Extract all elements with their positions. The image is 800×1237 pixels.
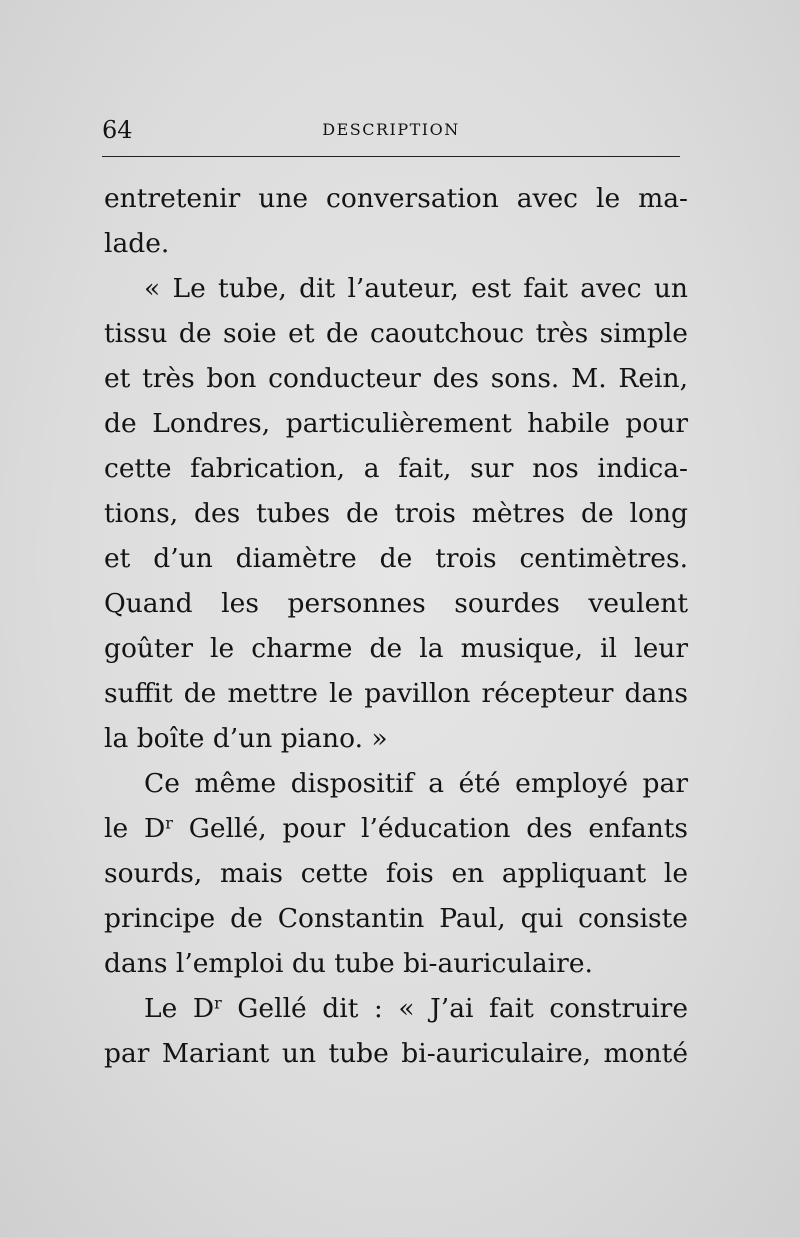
text-segment: de Londres, particulièrement habile pour [104,408,688,439]
body-text [104,176,688,1076]
text-segment: Gellé dit : « J’ai fait construire [221,993,689,1024]
text-line [104,896,688,941]
text-line [104,356,688,401]
text-segment: suffit de mettre le pavillon récepteur dans [104,678,688,709]
text-segment: Gellé, pour l’éducation des enfants [172,813,689,844]
text-line [104,266,688,311]
text-segment: et d’un diamètre de trois centimètres. [104,543,688,574]
text-segment: cette fabrication, a fait, sur nos indica- [104,453,688,484]
text-line [104,761,688,806]
text-segment: Quand les personnes sourdes veulent [104,588,688,619]
text-segment: goûter le charme de la musique, il leur [104,633,688,664]
text-segment: « Le tube, dit l’auteur, est fait avec un [144,273,688,304]
text-line [104,716,688,761]
text-line [104,1031,688,1076]
page-number: 64 [102,116,133,144]
text-line [104,671,688,716]
text-line [104,581,688,626]
text-segment: par Mariant un tube bi-auriculaire, monté [104,1038,688,1069]
text-line [104,626,688,671]
text-line [104,491,688,536]
text-segment: lade. [104,228,170,259]
text-line [104,986,688,1031]
text-line [104,536,688,581]
header-rule [102,156,680,157]
text-line [104,851,688,896]
text-line [104,176,688,221]
superscript: r [214,993,222,1013]
text-segment: la boîte d’un piano. » [104,723,388,754]
text-line [104,311,688,356]
text-segment: et très bon conducteur des sons. M. Rein, [104,363,688,394]
text-line [104,806,688,851]
text-segment: tions, des tubes de trois mètres de long [104,498,688,529]
running-title: DESCRIPTION [322,120,460,139]
text-line [104,941,688,986]
text-segment: entretenir une conversation avec le ma- [104,183,688,214]
text-segment: Le D [144,993,215,1024]
text-segment: le D [104,813,166,844]
text-segment: dans l’emploi du tube bi-auriculaire. [104,948,593,979]
text-segment: sourds, mais cette fois en appliquant le [104,858,688,889]
text-line [104,221,688,266]
superscript: r [165,813,173,833]
text-segment: Ce même dispositif a été employé par [144,768,688,799]
text-line [104,446,688,491]
text-segment: principe de Constantin Paul, qui consiste [104,903,688,934]
running-head [102,116,680,146]
text-segment: tissu de soie et de caoutchouc très simple [104,318,688,349]
text-line [104,401,688,446]
